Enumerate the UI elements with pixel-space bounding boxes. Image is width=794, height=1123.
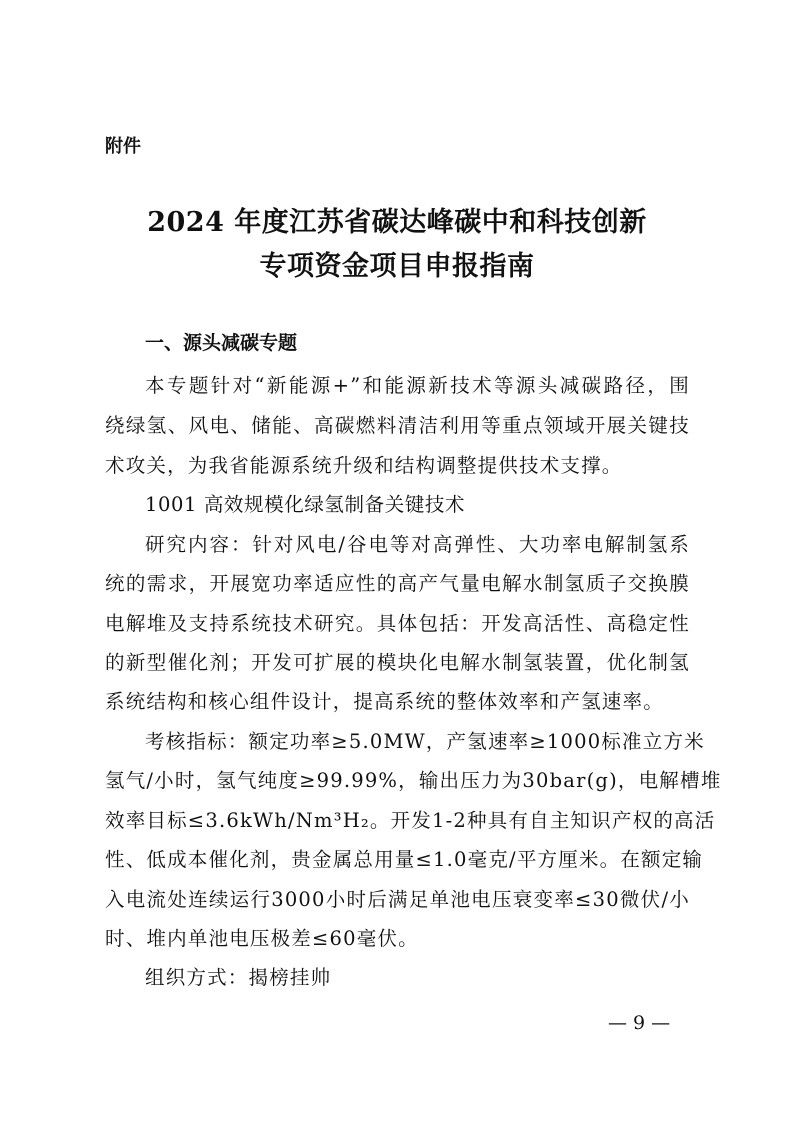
research-line: 的新型催化剂；开发可扩展的模块化电解水制氢装置，优化制氢	[105, 651, 690, 674]
item-title: 1001 高效规模化绿氢制备关键技术	[145, 493, 466, 516]
document-title-line-2: 专项资金项目申报指南	[259, 251, 535, 282]
research-line: 统的需求，开展宽功率适应性的高产气量电解水制氢质子交换膜	[105, 572, 690, 595]
intro-line: 绕绿氢、风电、储能、高碳燃料清洁利用等重点领域开展关键技	[105, 414, 690, 437]
intro-line: 术攻关，为我省能源系统升级和结构调整提供技术支撑。	[105, 454, 623, 477]
indicator-line: 入电流处连续运行3000小时后满足单池电压衰变率≤30微伏/小	[105, 888, 690, 911]
indicator-line: 效率目标≤3.6kWh/Nm³H₂。开发1-2种具有自主知识产权的高活	[105, 809, 716, 832]
organization-method: 组织方式：揭榜挂帅	[145, 966, 332, 989]
indicator-line: 性、低成本催化剂，贵金属总用量≤1.0毫克/平方厘米。在额定输	[105, 848, 704, 871]
attachment-label: 附件	[105, 136, 141, 157]
document-title-line-1: 2024 年度江苏省碳达峰碳中和科技创新	[147, 207, 647, 238]
section-heading: 一、源头减碳专题	[145, 332, 298, 354]
page-number: — 9 —	[608, 1012, 671, 1034]
indicator-line: 氢气/小时，氢气纯度≥99.99%，输出压力为30bar(g)，电解槽堆	[105, 769, 722, 792]
research-line: 电解堆及支持系统技术研究。具体包括：开发高活性、高稳定性	[105, 612, 690, 635]
research-line: 系统结构和核心组件设计，提高系统的整体效率和产氢速率。	[105, 690, 664, 713]
intro-line: 本专题针对“新能源+”和能源新技术等源头减碳路径，围	[145, 374, 690, 397]
indicator-line: 考核指标：额定功率≥5.0MW，产氢速率≥1000标准立方米	[145, 730, 705, 753]
indicator-line: 时、堆内单池电压极差≤60毫伏。	[105, 927, 419, 950]
research-line: 研究内容：针对风电/谷电等对高弹性、大功率电解制氢系	[145, 533, 690, 556]
